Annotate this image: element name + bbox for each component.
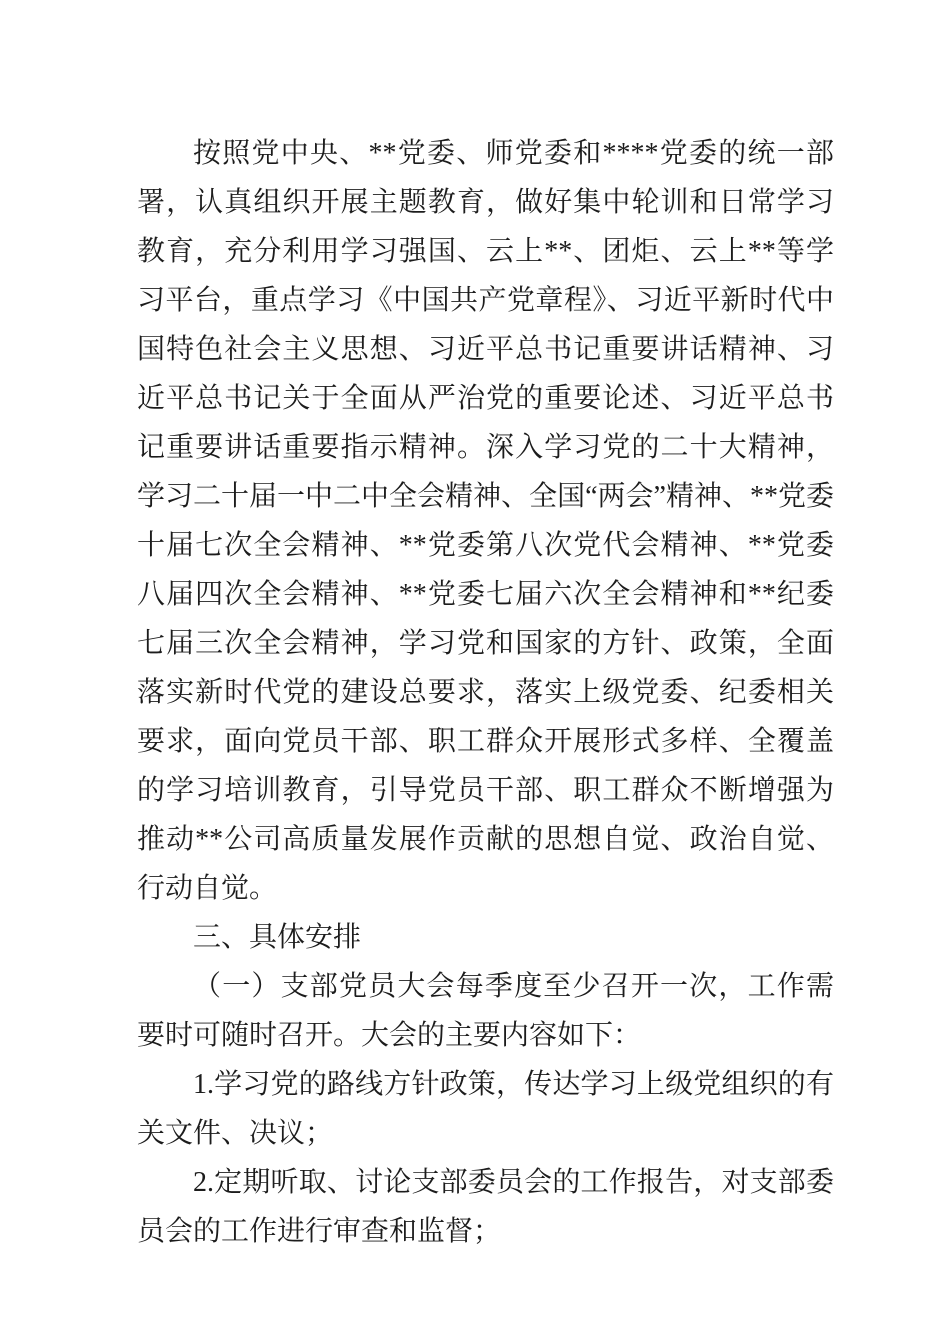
section-heading-specific-arrangements: 三、具体安排	[193, 922, 362, 953]
document-body	[137, 129, 834, 1256]
body-paragraph-branch-meeting-frequency: （一）支部党员大会每季度至少召开一次，工作需要时可随时召开。大会的主要内容如下：	[137, 971, 834, 1051]
body-paragraph-study-education: 按照党中央、**党委、师党委和****党委的统一部署，认真组织开展主题教育，做好集中轮训和日常学习教育，充分利用学习强国、云上**、团炬、云上**等学习平台，重点学习《中国共产党章程》、习近平新时代中国特色社会主义思想、习近平总书记重要讲话精神、习近平总书记关于全面从严治党的重要论述、习近平总书记重要讲话重要指示精神。深入学习党的二十大精神，学习二十届一中二中全会精神、全国“两会”精神、**党委十届七次全会精神、**党委第八次党代会精神、**党委八届四次全会精神、**党委七届六次全会精神和**纪委七届三次全会精神，学习党和国家的方针、政策，全面落实新时代党的建设总要求，落实上级党委、纪委相关要求，面向党员干部、职工群众开展形式多样、全覆盖的学习培训教育，引导党员干部、职工群众不断增强为推动**公司高质量发展作贡献的思想自觉、政治自觉、行动自觉。	[137, 138, 834, 904]
list-item-2-committee-reports: 2.定期听取、讨论支部委员会的工作报告，对支部委员会的工作进行审查和监督；	[137, 1167, 834, 1247]
list-item-1-study-policies: 1.学习党的路线方针政策，传达学习上级党组织的有关文件、决议；	[137, 1069, 834, 1149]
